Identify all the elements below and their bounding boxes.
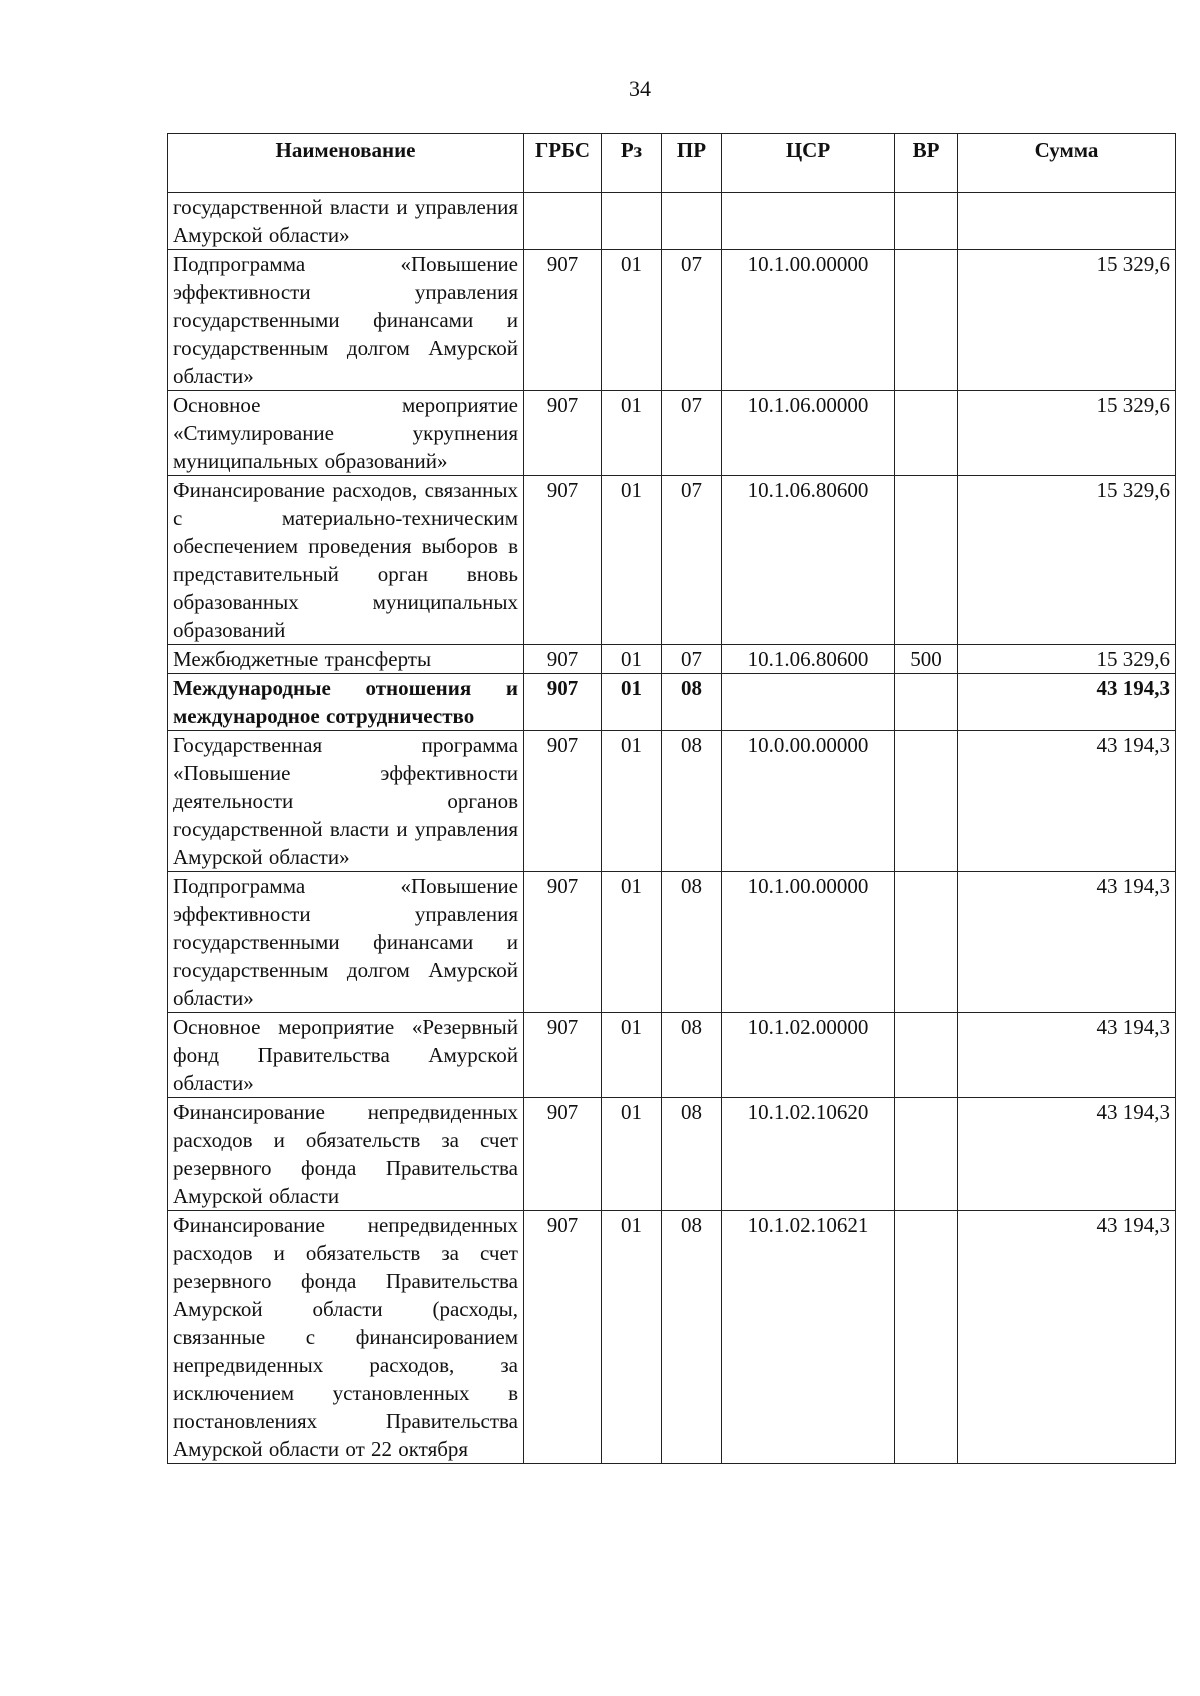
table-row: [168, 193, 1176, 250]
header-grbs: ГРБС: [524, 134, 602, 193]
cell-pr: 07: [662, 645, 722, 674]
table-body: [168, 193, 1176, 1464]
cell-csr: [722, 193, 895, 250]
cell-pr: 08: [662, 1098, 722, 1211]
cell-rz: [602, 193, 662, 250]
cell-name: Основное мероприятие «Резервный фонд Правительства Амурской области»: [168, 1013, 524, 1098]
cell-grbs: 907: [524, 1013, 602, 1098]
table-row: [168, 674, 1176, 731]
table-row: [168, 1013, 1176, 1098]
table-row: [168, 645, 1176, 674]
cell-rz: 01: [602, 731, 662, 872]
cell-vr: [895, 193, 958, 250]
cell-csr: 10.1.00.00000: [722, 250, 895, 391]
cell-sum: 43 194,3: [958, 1098, 1176, 1211]
cell-rz: 01: [602, 872, 662, 1013]
cell-name: государственной власти и управления Амурской области»: [168, 193, 524, 250]
cell-grbs: 907: [524, 872, 602, 1013]
cell-csr: 10.1.00.00000: [722, 872, 895, 1013]
cell-name: Государственная программа «Повышение эффективности деятельности органов государственной власти и управления Амурской области»: [168, 731, 524, 872]
cell-csr: 10.1.06.80600: [722, 645, 895, 674]
cell-pr: 08: [662, 674, 722, 731]
cell-vr: [895, 1098, 958, 1211]
cell-vr: [895, 674, 958, 731]
cell-grbs: 907: [524, 731, 602, 872]
cell-sum: 43 194,3: [958, 674, 1176, 731]
table-header-row: [168, 134, 1176, 193]
table-row: [168, 250, 1176, 391]
cell-rz: 01: [602, 250, 662, 391]
cell-pr: 08: [662, 731, 722, 872]
cell-csr: 10.0.00.00000: [722, 731, 895, 872]
cell-pr: 08: [662, 872, 722, 1013]
cell-name: Финансирование непредвиденных расходов и обязательств за счет резервного фонда Правительства Амурской области (расходы, связанные с финансированием непредвиденных расходов, за исключением установленных в постановлениях Правительства Амурской области от 22 октября: [168, 1211, 524, 1464]
cell-vr: [895, 872, 958, 1013]
header-vr: ВР: [895, 134, 958, 193]
cell-rz: 01: [602, 391, 662, 476]
cell-csr: 10.1.06.00000: [722, 391, 895, 476]
table-row: [168, 476, 1176, 645]
cell-name: Подпрограмма «Повышение эффективности управления государственными финансами и государственным долгом Амурской области»: [168, 872, 524, 1013]
cell-name: Подпрограмма «Повышение эффективности управления государственными финансами и государственным долгом Амурской области»: [168, 250, 524, 391]
cell-csr: 10.1.02.10620: [722, 1098, 895, 1211]
cell-name: Межбюджетные трансферты: [168, 645, 524, 674]
cell-vr: [895, 391, 958, 476]
cell-csr: 10.1.06.80600: [722, 476, 895, 645]
cell-grbs: 907: [524, 250, 602, 391]
cell-csr: 10.1.02.00000: [722, 1013, 895, 1098]
header-csr: ЦСР: [722, 134, 895, 193]
cell-sum: 43 194,3: [958, 731, 1176, 872]
cell-pr: 07: [662, 476, 722, 645]
cell-csr: 10.1.02.10621: [722, 1211, 895, 1464]
header-name: Наименование: [168, 134, 524, 193]
table-row: [168, 872, 1176, 1013]
table-row: [168, 1098, 1176, 1211]
table-row: [168, 1211, 1176, 1464]
cell-vr: [895, 1013, 958, 1098]
cell-sum: 43 194,3: [958, 872, 1176, 1013]
cell-rz: 01: [602, 1211, 662, 1464]
cell-sum: 15 329,6: [958, 645, 1176, 674]
cell-pr: 08: [662, 1013, 722, 1098]
cell-sum: 15 329,6: [958, 391, 1176, 476]
cell-grbs: 907: [524, 674, 602, 731]
cell-rz: 01: [602, 645, 662, 674]
cell-grbs: 907: [524, 1098, 602, 1211]
cell-sum: 43 194,3: [958, 1013, 1176, 1098]
header-rz: Рз: [602, 134, 662, 193]
cell-rz: 01: [602, 1098, 662, 1211]
cell-name: Основное мероприятие «Стимулирование укрупнения муниципальных образований»: [168, 391, 524, 476]
cell-sum: 15 329,6: [958, 476, 1176, 645]
cell-pr: 07: [662, 391, 722, 476]
cell-rz: 01: [602, 476, 662, 645]
cell-grbs: 907: [524, 476, 602, 645]
cell-vr: [895, 1211, 958, 1464]
cell-name: Международные отношения и международное сотрудничество: [168, 674, 524, 731]
cell-vr: [895, 476, 958, 645]
cell-rz: 01: [602, 674, 662, 731]
table-row: [168, 391, 1176, 476]
cell-grbs: 907: [524, 1211, 602, 1464]
cell-name: Финансирование непредвиденных расходов и обязательств за счет резервного фонда Правительства Амурской области: [168, 1098, 524, 1211]
cell-grbs: [524, 193, 602, 250]
cell-rz: 01: [602, 1013, 662, 1098]
cell-sum: 15 329,6: [958, 250, 1176, 391]
header-pr: ПР: [662, 134, 722, 193]
cell-sum: 43 194,3: [958, 1211, 1176, 1464]
cell-vr: [895, 250, 958, 391]
cell-pr: [662, 193, 722, 250]
cell-pr: 08: [662, 1211, 722, 1464]
cell-grbs: 907: [524, 391, 602, 476]
cell-name: Финансирование расходов, связанных с материально-техническим обеспечением проведения выборов в представительный орган вновь образованных муниципальных образований: [168, 476, 524, 645]
header-sum: Сумма: [958, 134, 1176, 193]
cell-csr: [722, 674, 895, 731]
cell-grbs: 907: [524, 645, 602, 674]
cell-sum: [958, 193, 1176, 250]
table-row: [168, 731, 1176, 872]
page-number: 34: [629, 76, 651, 101]
cell-pr: 07: [662, 250, 722, 391]
cell-vr: [895, 731, 958, 872]
cell-vr: 500: [895, 645, 958, 674]
budget-table: [167, 133, 1176, 1464]
